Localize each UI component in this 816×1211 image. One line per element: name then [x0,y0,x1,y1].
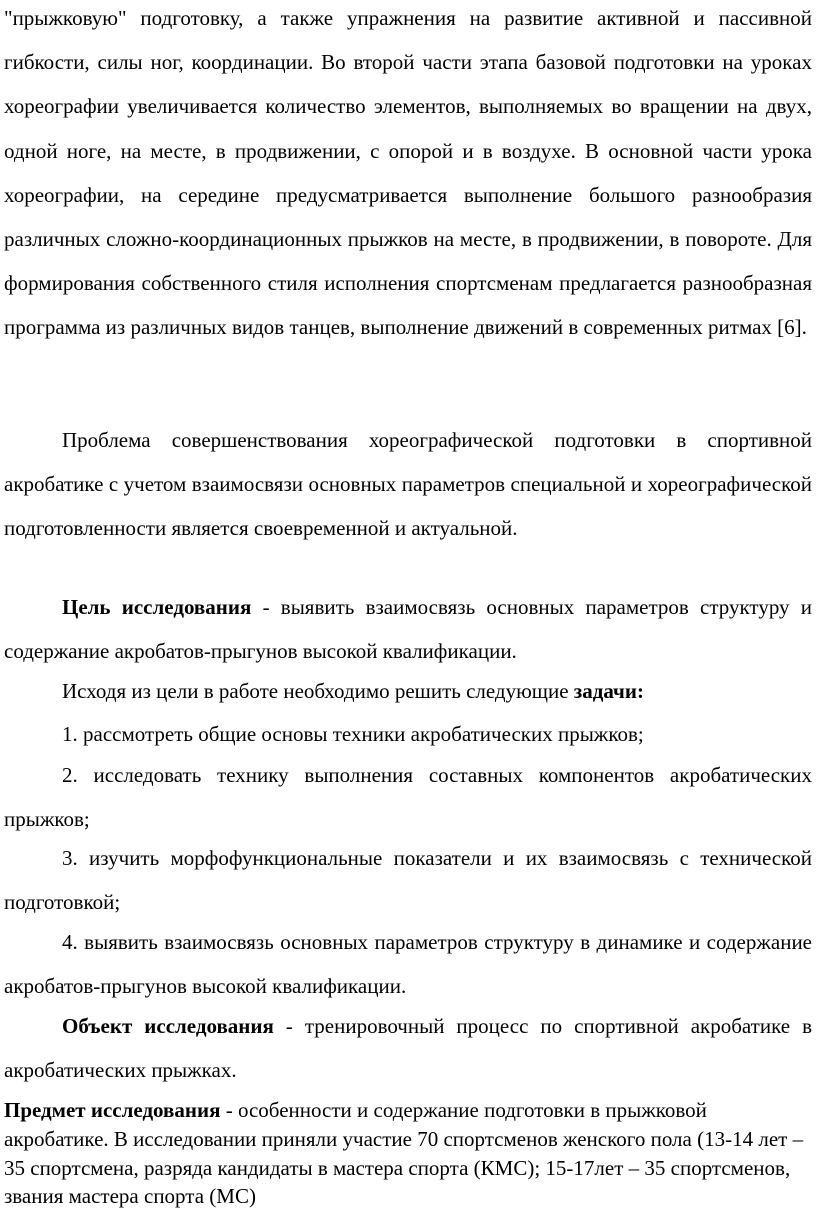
paragraph-subject [4,1096,812,1211]
task-item-1: 1. рассмотреть общие основы техники акробатических прыжков; [62,722,644,746]
object-text: - тренировочный процесс по спортивной акробатике в акробатических прыжках. [4,1014,812,1083]
object-label: Объект исследования [62,1014,274,1038]
subject-text: - особенности и содержание подготовки в прыжковой акробатике. В исследовании приняли участие 70 спортсменов женского пола (13-14 лет – 35 спортсмена, разряда кандидаты в мастера спорта (КМС); 15-17лет – 35 спортсменов, звания мастера спорта (МС) [4,1098,804,1209]
subject-label: Предмет исследования [4,1098,221,1122]
paragraph-goal [4,585,812,673]
goal-label: Цель исследования [62,595,252,619]
tasks-label: задачи: [573,679,644,703]
tasks-intro-text: Исходя из цели в работе необходимо решить следующие [62,679,574,703]
paragraph-problem: Проблема совершенствования хореографической подготовки в спортивной акробатике с учетом взаимосвязи основных параметров специальной и хореографической подготовленности является своевременной и актуальной. [4,428,812,541]
paragraph-object [4,1004,812,1092]
task-item-3: 3. изучить морфофункциональные показатели и их взаимосвязь с технической подготовкой; [4,846,812,915]
task-item-4: 4. выявить взаимосвязь основных параметров структуру в динамике и содержание акробатов-прыгунов высокой квалификации. [4,930,812,999]
goal-text: - выявить взаимосвязь основных параметров структуру и содержание акробатов-прыгунов высокой квалификации. [4,595,812,664]
task-item-2: 2. исследовать технику выполнения составных компонентов акробатических прыжков; [4,763,812,832]
paragraph-tasks-intro [4,669,812,713]
paragraph-choreography: "прыжковую" подготовку, а также упражнения на развитие активной и пассивной гибкости, силы ног, координации. Во второй части этапа базовой подготовки на уроках хореографии увеличивается количество элементов, выполняемых во вращении на двух, одной ноге, на месте, в продвижении, с опорой и в воздухе. В основной части урока хореографии, на середине предусматривается выполнение большого разнообразия различных сложно-координационных прыжков на месте, в продвижении, в повороте. Для формирования собственного стиля исполнения спортсменам предлагается разнообразная программа из различных видов танцев, выполнение движений в современных ритмах [6]. [4,6,812,340]
